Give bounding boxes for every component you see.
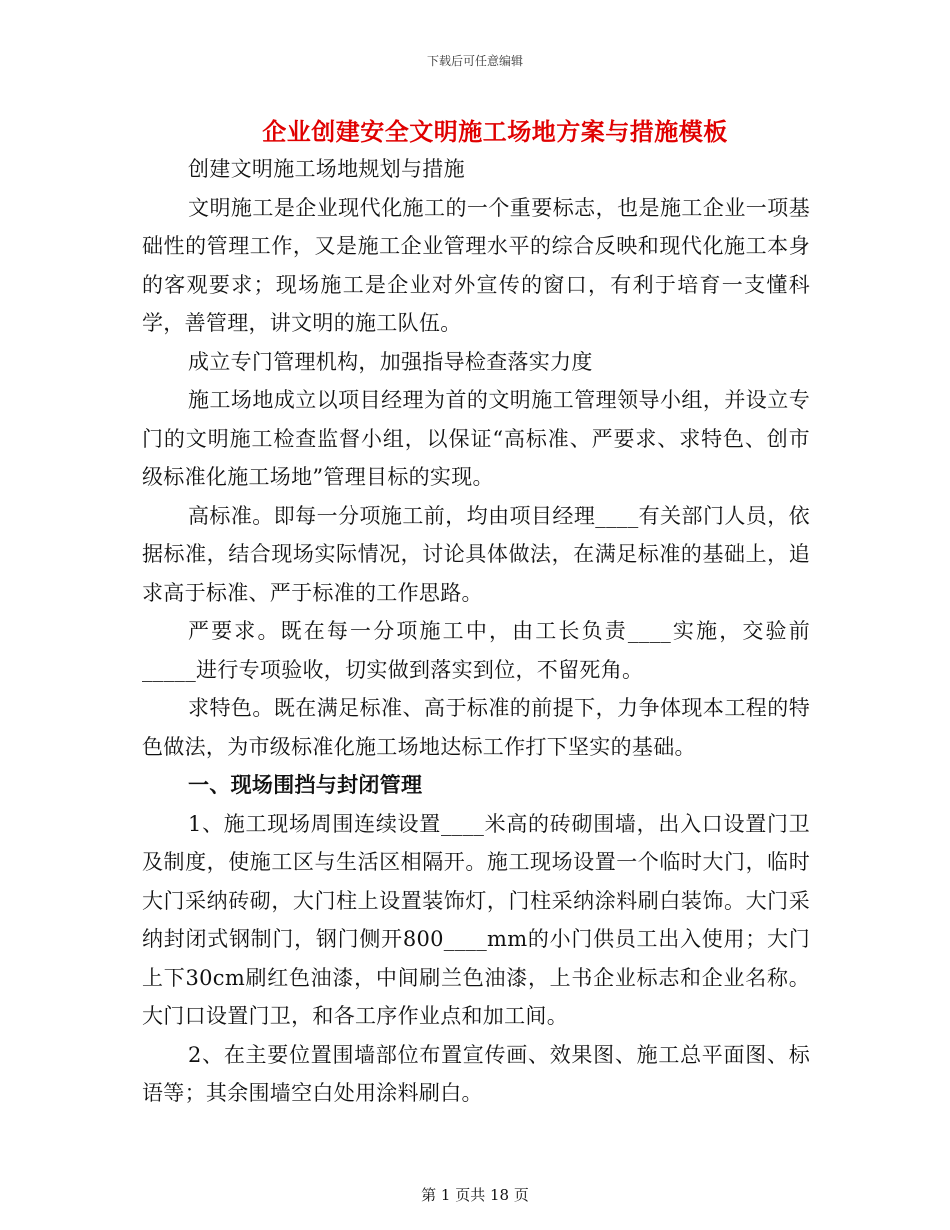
document-title: 企业创建安全文明施工场地方案与措施模板 [262,117,728,146]
page-number: 第 1 页共 18 页 [421,1186,529,1204]
header-note: 下载后可任意编辑 [426,54,523,68]
paragraph-strict-requirement: 严要求。既在每一分项施工中，由工长负责____实施，交验前_____进行专项验收，切实做到落实到位，不留死角。 [142,619,810,682]
paragraph-item-1: 1、施工现场周围连续设置____米高的砖砌围墙，出入口设置门卫及制度，使施工区与生活区相隔开。施工现场设置一个临时大门，临时大门采纳砖砌，大门柱上设置装饰灯，门柱采纳涂料刷白装饰。大门采纳封闭式钢制门，钢门侧开800____mm的小门供员工出入使用；大门上下30cm刷红色油漆，中间刷兰色油漆，上书企业标志和企业名称。大门口设置门卫，和各工序作业点和加工间。 [142,811,810,1028]
document-body [142,150,810,1113]
paragraph-high-standard: 高标准。即每一分项施工前，均由项目经理____有关部门人员，依据标准，结合现场实际情况，讨论具体做法，在满足标准的基础上，追求高于标准、严于标准的工作思路。 [142,503,810,605]
paragraph-subtitle: 创建文明施工场地规划与措施 [188,157,465,181]
paragraph-characteristics: 求特色。既在满足标准、高于标准的前提下，力争体现本工程的特色做法，为市级标准化施工场地达标工作打下坚实的基础。 [142,696,810,759]
paragraph-organization: 施工场地成立以项目经理为首的文明施工管理领导小组，并设立专门的文明施工检查监督小组，以保证“高标准、严要求、求特色、创市级标准化施工场地”管理目标的实现。 [142,388,810,489]
paragraph-item-2: 2、在主要位置围墙部位布置宣传画、效果图、施工总平面图、标语等；其余围墙空白处用涂料刷白。 [142,1042,810,1105]
paragraph-intro: 文明施工是企业现代化施工的一个重要标志，也是施工企业一项基础性的管理工作，又是施工企业管理水平的综合反映和现代化施工本身的客观要求；现场施工是企业对外宣传的窗口，有利于培育一支懂科学，善管理，讲文明的施工队伍。 [142,195,810,335]
paragraph-heading-organization: 成立专门管理机构，加强指导检查落实力度 [188,349,593,374]
section-heading-enclosure: 一、现场围挡与封闭管理 [188,772,423,797]
